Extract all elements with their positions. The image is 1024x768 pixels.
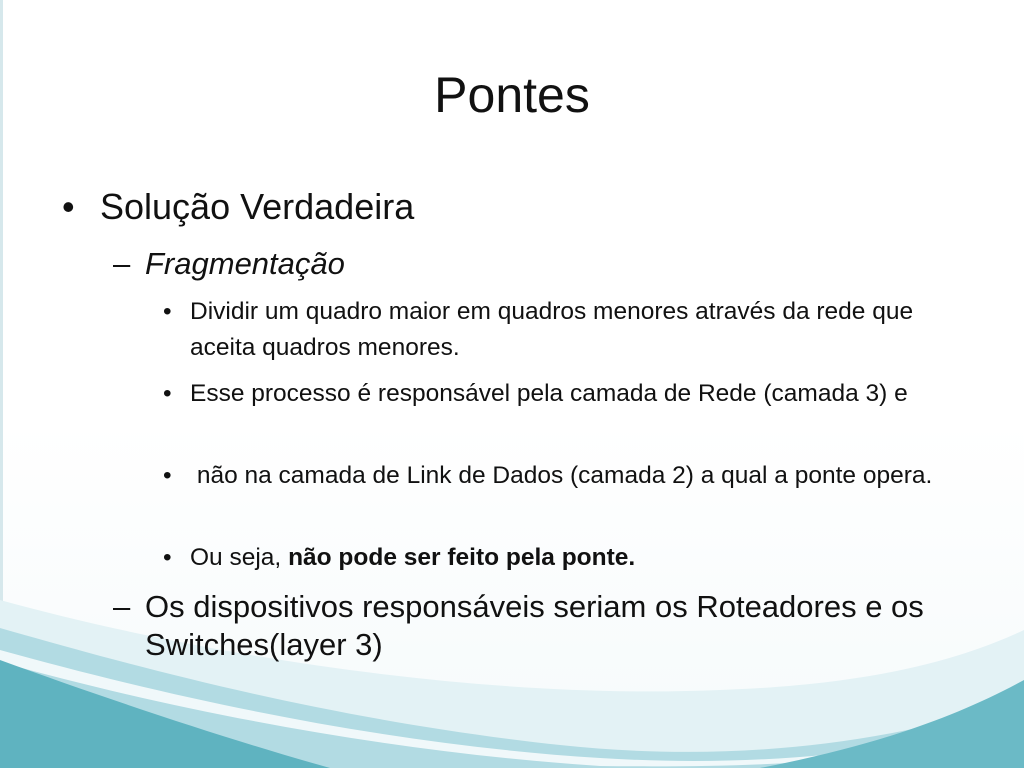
ou-seja-bold-text: não pode ser feito pela ponte.	[288, 544, 636, 571]
bullet-solucao-verdadeira: Solução Verdadeira	[100, 186, 415, 227]
subitem-dispositivos: Os dispositivos responsáveis seriam os Roteadores e os Switches(layer 3)	[145, 589, 924, 662]
subbullet-link-dados: não na camada de Link de Dados (camada 2) a qual a ponte opera.	[190, 462, 933, 489]
bullet-level3: •	[163, 462, 172, 489]
bullet-level3: •	[163, 298, 172, 325]
dash-level2: –	[113, 246, 131, 281]
subbullet-ou-seja	[190, 540, 960, 576]
dash-level2: –	[113, 589, 131, 624]
bullet-level1: •	[62, 186, 75, 227]
subbullet-dividir-quadro: Dividir um quadro maior em quadros menores através da rede que aceita quadros menores.	[190, 298, 914, 361]
subbullet-camada-rede: Esse processo é responsável pela camada de Rede (camada 3) e	[190, 380, 908, 407]
bullet-level3: •	[163, 544, 172, 571]
bullet-level3: •	[163, 380, 172, 407]
subitem-fragmentacao: Fragmentação	[145, 246, 345, 281]
slide-title: Pontes	[434, 67, 590, 123]
ou-seja-prefix: Ou seja,	[190, 544, 289, 571]
